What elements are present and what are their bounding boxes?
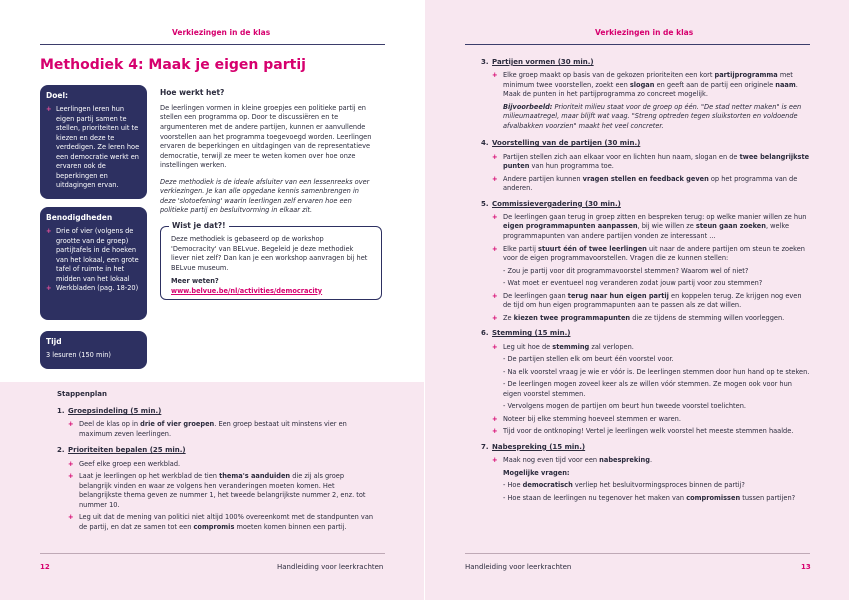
footer-text: Handleiding voor leerkrachten: [277, 563, 384, 571]
step-number: 1.: [57, 407, 65, 416]
hoe-heading: Hoe werkt het?: [160, 88, 225, 97]
sub-item: - Vervolgens mogen de partijen om beurt hun tweede voorstel toelichten.: [503, 402, 746, 411]
list-item: + De leerlingen gaan terug in groep zitten en bespreken terug: op welke manier willen ze hun eigen programmapunten aanpassen, bij wie willen ze steun gaan zoeken, welke programmapunten van andere partijen vonden ze interessant ...: [492, 213, 811, 242]
running-title: Verkiezingen in de klas: [172, 28, 271, 37]
step-title: Commissievergadering (30 min.): [492, 199, 621, 208]
header-rule: [40, 44, 385, 45]
step-number: 3.: [481, 58, 489, 66]
step-title: Voorstelling van de partijen (30 min.): [492, 139, 641, 148]
doel-heading: Doel:: [46, 91, 69, 100]
step-number: 2.: [57, 446, 65, 455]
benodigdheden-item: + Drie of vier (volgens de grootte van de groep) partijtafels in de hoeken van het lokaal, een grote tafel of ruimte in het midden van het lokaal: [46, 227, 141, 284]
sub-item: - Na elk voorstel vraag je wie er vóór is. De leerlingen stemmen door hun hand op te steken.: [503, 367, 810, 376]
steps-continued: [481, 57, 811, 506]
wist-text: Deze methodiek is gebaseerd op de workshop 'Democracity' van BELvue. Begeleid je deze methodiek liever niet zelf? Dan kan je een workshop aanvragen bij het BELvue museum.: [171, 235, 368, 272]
meer-weten-label: Meer weten?: [171, 277, 219, 286]
question-item: - Zou je partij voor dit programmavoorstel stemmen? Waarom wel of niet?: [503, 266, 749, 275]
tijd-heading: Tijd: [46, 337, 62, 346]
list-item: + Noteer bij elke stemming hoeveel stemmen er waren.: [492, 415, 811, 425]
tijd-box: [40, 331, 147, 369]
question-item: - Hoe staan de leerlingen nu tegenover het maken van compromissen tussen partijen?: [503, 493, 796, 502]
header-rule: [465, 44, 810, 45]
list-item: + Laat je leerlingen op het werkblad de tien thema's aanduiden die zij als groep belangrijk vinden en waar ze volgens hen veranderingen moeten komen. Het belangrijkste thema geven ze nummer 1, het tweede belangrijkste nummer 2, enz. tot nummer 10.: [68, 472, 377, 510]
doel-box: [40, 85, 147, 199]
list-item: + Andere partijen kunnen vragen stellen en feedback geven op het programma van de anderen.: [492, 175, 811, 194]
step-number: 7.: [481, 442, 489, 451]
wist-heading: Wist je dat?!: [169, 221, 229, 232]
questions-label: Mogelijke vragen:: [503, 468, 570, 477]
step-number: 6.: [481, 329, 489, 338]
right-page: [425, 0, 849, 600]
hoe-paragraph-italic: Deze methodiek is de ideale afsluiter van een lessenreeks over verkiezingen. Je kan alle opgedane kennis samenbrengen in deze 'slotoefening' waarin leerlingen zelf ervaren hoe een politieke partij en besluitvorming in elkaar zit.: [160, 177, 370, 215]
sub-item: - De partijen stellen elk om beurt één voorstel voor.: [503, 355, 674, 364]
question-item: - Hoe democratisch verliep het besluitvormingsproces binnen de partij?: [503, 481, 745, 490]
footer-rule: [40, 553, 385, 554]
footer-text: Handleiding voor leerkrachten: [465, 563, 572, 571]
example: Bijvoorbeeld: Prioriteit milieu staat voor de groep op één. "De stad netter maken" is een milieumaatregel, maar blijft wat vaag. "Streng optreden tegen sluikstorten en voldoende afvalbakken voorzien" maakt het veel concreter.: [503, 102, 802, 130]
list-item: + Geef elke groep een werkblad.: [68, 460, 377, 470]
list-item: + Elke partij stuurt één of twee leerlingen uit naar de andere partijen om steun te zoeken voor de eigen programmavoorstellen. Vragen die ze kunnen stellen:: [492, 245, 811, 264]
list-item: + Leg uit hoe de stemming zal verlopen.: [492, 343, 811, 353]
wist-je-dat-box: [160, 221, 382, 300]
benodigdheden-box: [40, 207, 147, 320]
page-number: 13: [801, 563, 811, 571]
sub-item: - De leerlingen mogen zoveel keer als ze willen vóór stemmen. Ze mogen ook voor hun eigen voorstel stemmen.: [503, 380, 792, 398]
list-item: + Ze kiezen twee programmapunten die ze tijdens de stemming willen voorleggen.: [492, 314, 811, 324]
hoe-paragraph: De leerlingen vormen in kleine groepjes een politieke partij en stellen een programma op. Door te discussiëren en te argumenteren met de andere partijen, kunnen er aanvullende voorstellen aan het programma toegevoegd worden. Leerlingen ervaren de beperkingen en uitdagingen van de representatieve democratie, terwijl ze meer te weten komen over hoe onze instellingen werken.: [160, 103, 372, 170]
page-number: 12: [40, 563, 50, 571]
doel-item: + Leerlingen leren hun eigen partij samen te stellen, prioriteiten uit te kiezen en deze te verdedigen. Ze leren hoe een democratie werkt en ervaren ook de beperkingen en uitdagingen ervan.: [46, 105, 141, 191]
benodigdheden-heading: Benodigdheden: [46, 213, 113, 222]
list-item: + Deel de klas op in drie of vier groepen. Een groep bestaat uit minstens vier en maximum zeven leerlingen.: [68, 420, 377, 439]
benodigdheden-item: + Werkbladen (pag. 18-20): [46, 284, 141, 294]
step-number: 4.: [481, 139, 489, 148]
running-title: Verkiezingen in de klas: [595, 28, 694, 37]
list-item: + Leg uit dat de mening van politici niet altijd 100% overeenkomt met de standpunten van de partij, en dat ze samen tot een compromis moeten komen binnen een partij.: [68, 513, 377, 532]
hoe-werkt-het: [160, 88, 375, 223]
step-title: Partijen vormen (30 min.): [492, 58, 594, 66]
page-title: Methodiek 4: Maak je eigen partij: [40, 57, 306, 73]
step-title: Prioriteiten bepalen (25 min.): [68, 446, 186, 455]
question-item: - Wat moet er eventueel nog veranderen zodat jouw partij voor zou stemmen?: [503, 279, 763, 288]
stappenplan-heading: Stappenplan: [57, 390, 107, 398]
step-number: 5.: [481, 199, 489, 208]
footer-rule: [465, 553, 810, 554]
list-item: + Partijen stellen zich aan elkaar voor en lichten hun naam, slogan en de twee belangrijkste punten van hun programma toe.: [492, 153, 811, 172]
tijd-value: 3 lesuren (150 min): [46, 351, 111, 359]
list-item: + Tijd voor de ontknoping! Vertel je leerlingen welk voorstel het meeste stemmen haalde.: [492, 427, 811, 437]
stappenplan: [57, 389, 377, 535]
list-item: + De leerlingen gaan terug naar hun eigen partij en koppelen terug. Ze krijgen nog even de tijd om hun eigen programmapunten aan te passen als ze dat willen.: [492, 292, 811, 311]
step-title: Nabespreking (15 min.): [492, 442, 586, 451]
list-item: + Elke groep maakt op basis van de gekozen prioriteiten een kort partijprogramma met minimum twee voorstellen, zoekt een slogan en geeft aan de partij een originele naam. Maak de punten in het partijprogramma zo concreet mogelijk.: [492, 71, 811, 100]
step-title: Groepsindeling (5 min.): [68, 407, 162, 416]
step-title: Stemming (15 min.): [492, 329, 571, 338]
list-item: + Maak nog even tijd voor een nabespreking.: [492, 456, 811, 466]
left-page: [0, 0, 424, 600]
belvue-link[interactable]: www.belvue.be/nl/activities/democracity: [171, 286, 323, 295]
